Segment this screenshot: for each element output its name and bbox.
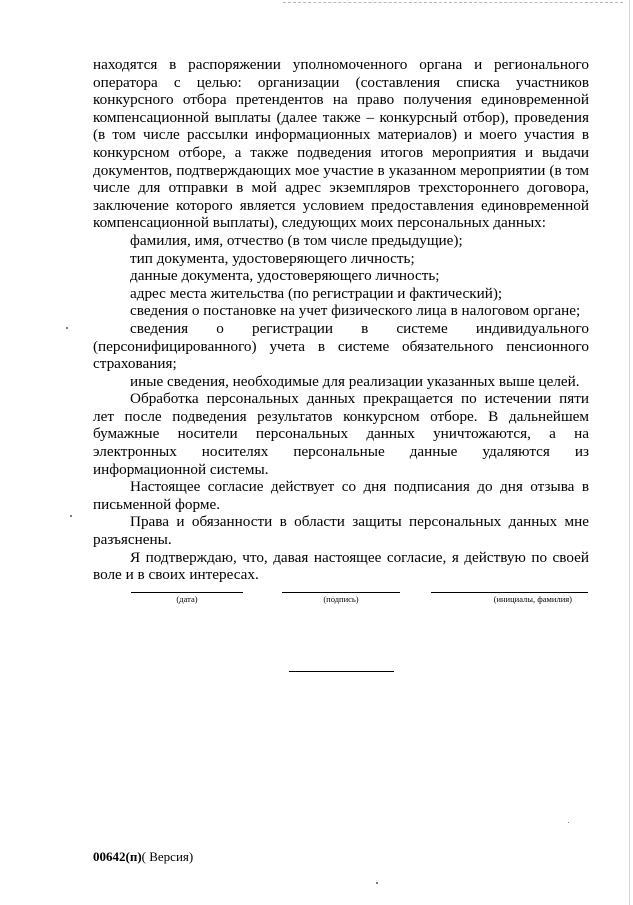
list-item: иные сведения, необходимые для реализации указанных выше целей. <box>130 372 580 390</box>
signature-caption: (подпись) <box>323 594 359 604</box>
scan-speck <box>568 822 569 823</box>
paragraph-validity: Настоящее согласие действует со дня подписания до дня отзыва в письменной форме. <box>93 478 589 513</box>
signature-field[interactable] <box>282 592 400 604</box>
form-code: 00642(п) <box>93 849 142 864</box>
list-item: данные документа, удостоверяющего личность; <box>130 267 440 285</box>
scan-artifact-line <box>283 2 623 3</box>
scan-speck <box>70 515 72 517</box>
consent-text <box>93 56 589 584</box>
paragraph-confirmation: Я подтверждаю, что, давая настоящее согласие, я действую по своей воле и в своих интересах. <box>93 548 589 584</box>
list-item: адрес места жительства (по регистрации и фактический); <box>130 284 503 302</box>
list-item: фамилия, имя, отчество (в том числе предыдущие); <box>130 231 463 249</box>
paragraph-purpose: находятся в распоряжении уполномоченного органа и регионального оператора с целью: организации (составления списка участников конкурсного отбора претендентов на право получения единовременной компенсационной выплаты (далее также – конкурсный отбор), проведения (в том числе рассылки информационных материалов) и моего участия в конкурсном отборе, а также подведения итогов мероприятия и выдачи документов, подтверждающих мое участие в указанном мероприятии (в том числе для отправки в мой адрес экземпляров трехстороннего договора, заключение которого является условием предоставления единовременной компенсационной выплаты), следующих моих персональных данных: <box>93 56 589 232</box>
form-version: ( Версия) <box>141 849 194 864</box>
date-caption: (дата) <box>176 594 198 604</box>
page-edge-line <box>629 0 630 905</box>
name-caption: (инициалы, фамилия) <box>493 594 572 604</box>
scan-speck <box>66 327 68 329</box>
blank-line <box>289 671 394 672</box>
paragraph-processing-term: Обработка персональных данных прекращается по истечении пяти лет после подведения результатов конкурсном отборе. В дальнейшем бумажные носители персональных данных уничтожаются, а на электронных носителях персональные данные удаляются из информационной системы. <box>93 390 589 478</box>
list-item: тип документа, удостоверяющего личность; <box>130 249 415 267</box>
scan-speck <box>376 882 378 884</box>
date-field[interactable] <box>131 592 243 604</box>
document-code <box>93 849 193 865</box>
list-item: сведения о регистрации в системе индивидуального (персонифицированного) учета в системе обязательного пенсионного страхования; <box>93 319 589 373</box>
list-item: сведения о постановке на учет физического лица в налоговом органе; <box>130 302 581 320</box>
name-field[interactable] <box>431 592 588 604</box>
paragraph-rights: Права и обязанности в области защиты персональных данных мне разъяснены. <box>93 513 589 549</box>
